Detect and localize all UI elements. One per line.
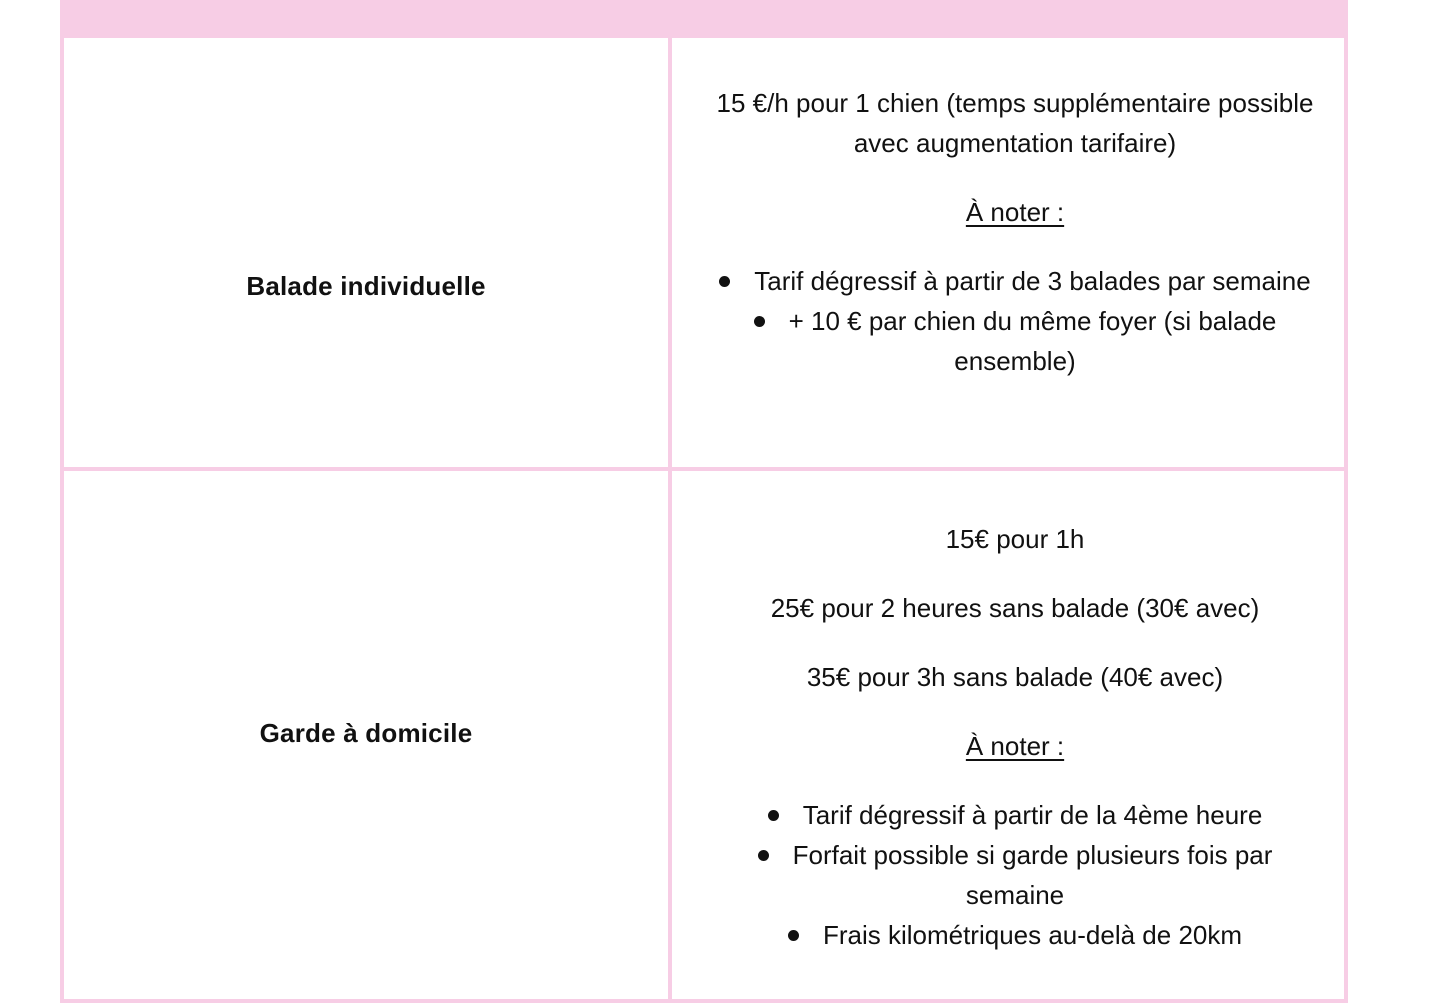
pricing-table	[60, 0, 1348, 1003]
list-item-text: + 10 € par chien du même foyer (si balade ensemble)	[788, 306, 1277, 376]
notes-list	[712, 795, 1318, 955]
bullet-icon	[788, 930, 799, 941]
price-details-cell	[672, 471, 1344, 999]
table-header-band	[60, 0, 1348, 38]
list-item-text: Tarif dégressif à partir de 3 balades par semaine	[754, 266, 1311, 296]
service-name: Balade individuelle	[246, 271, 486, 301]
list-item-text: Frais kilométriques au-delà de 20km	[822, 920, 1243, 950]
list-item	[712, 835, 1318, 915]
bullet-icon	[758, 850, 769, 861]
price-details-cell	[672, 38, 1344, 467]
service-name-cell	[64, 38, 672, 467]
list-item	[712, 795, 1318, 835]
price-line: 15 €/h pour 1 chien (temps supplémentaire possible avec augmentation tarifaire)	[716, 88, 1314, 158]
bullet-icon	[754, 316, 765, 327]
service-name: Garde à domicile	[259, 717, 473, 748]
service-name-cell	[64, 471, 672, 999]
list-item	[712, 915, 1318, 955]
list-item-text: Tarif dégressif à partir de la 4ème heure	[802, 800, 1263, 830]
list-item	[712, 261, 1318, 301]
note-label: À noter :	[965, 197, 1065, 227]
bullet-icon	[719, 276, 730, 287]
price-line: 25€ pour 2 heures sans balade (30€ avec)	[770, 593, 1260, 623]
list-item-text: Forfait possible si garde plusieurs fois par semaine	[792, 840, 1273, 910]
price-line: 35€ pour 3h sans balade (40€ avec)	[806, 662, 1224, 692]
table-row-balade	[60, 38, 1348, 471]
notes-list	[712, 261, 1318, 381]
price-line: 15€ pour 1h	[945, 524, 1085, 554]
list-item	[712, 301, 1318, 381]
note-label: À noter :	[965, 731, 1065, 761]
table-row-garde	[60, 471, 1348, 1003]
bullet-icon	[768, 810, 779, 821]
